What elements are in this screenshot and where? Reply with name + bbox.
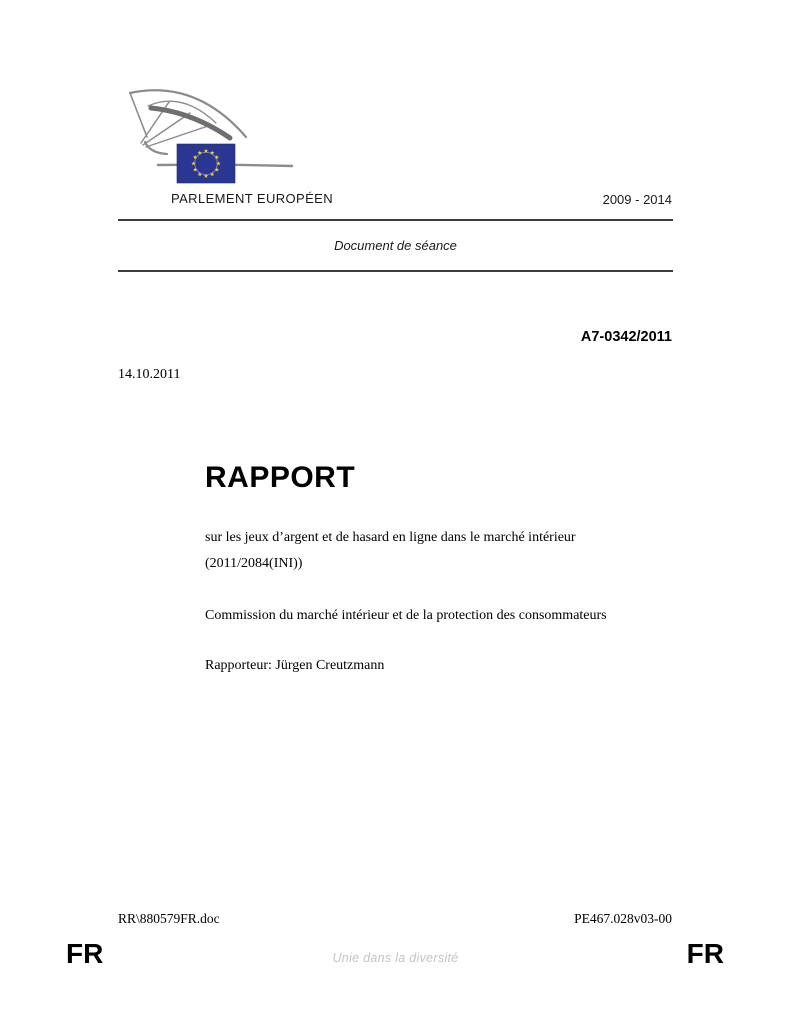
language-code-right: FR — [686, 938, 724, 969]
document-type: Document de séance — [334, 238, 457, 253]
report-title: RAPPORT — [205, 461, 356, 494]
report-reference-number: A7-0342/2011 — [580, 329, 672, 345]
header-divider-bottom — [118, 270, 673, 272]
institution-name: PARLEMENT EUROPÉEN — [171, 191, 334, 206]
report-subject-line1: sur les jeux d’argent et de hasard en ligne dans le marché intérieur — [205, 530, 576, 545]
committee-name: Commission du marché intérieur et de la protection des consommateurs — [205, 608, 607, 623]
footer-document-reference: RR\880579FR.doc — [118, 911, 220, 926]
eu-motto: Unie dans la diversité — [332, 951, 459, 965]
eu-flag-icon — [177, 144, 235, 183]
european-parliament-logo — [120, 85, 305, 195]
rapporteur-line: Rapporteur: Jürgen Creutzmann — [205, 658, 385, 673]
language-code-left: FR — [66, 938, 104, 969]
legislature-period: 2009 - 2014 — [602, 192, 672, 207]
report-subject-line2: (2011/2084(INI)) — [205, 556, 303, 571]
header-divider-top — [118, 219, 673, 221]
report-date: 14.10.2011 — [118, 367, 181, 382]
footer-pe-reference: PE467.028v03-00 — [574, 911, 672, 926]
